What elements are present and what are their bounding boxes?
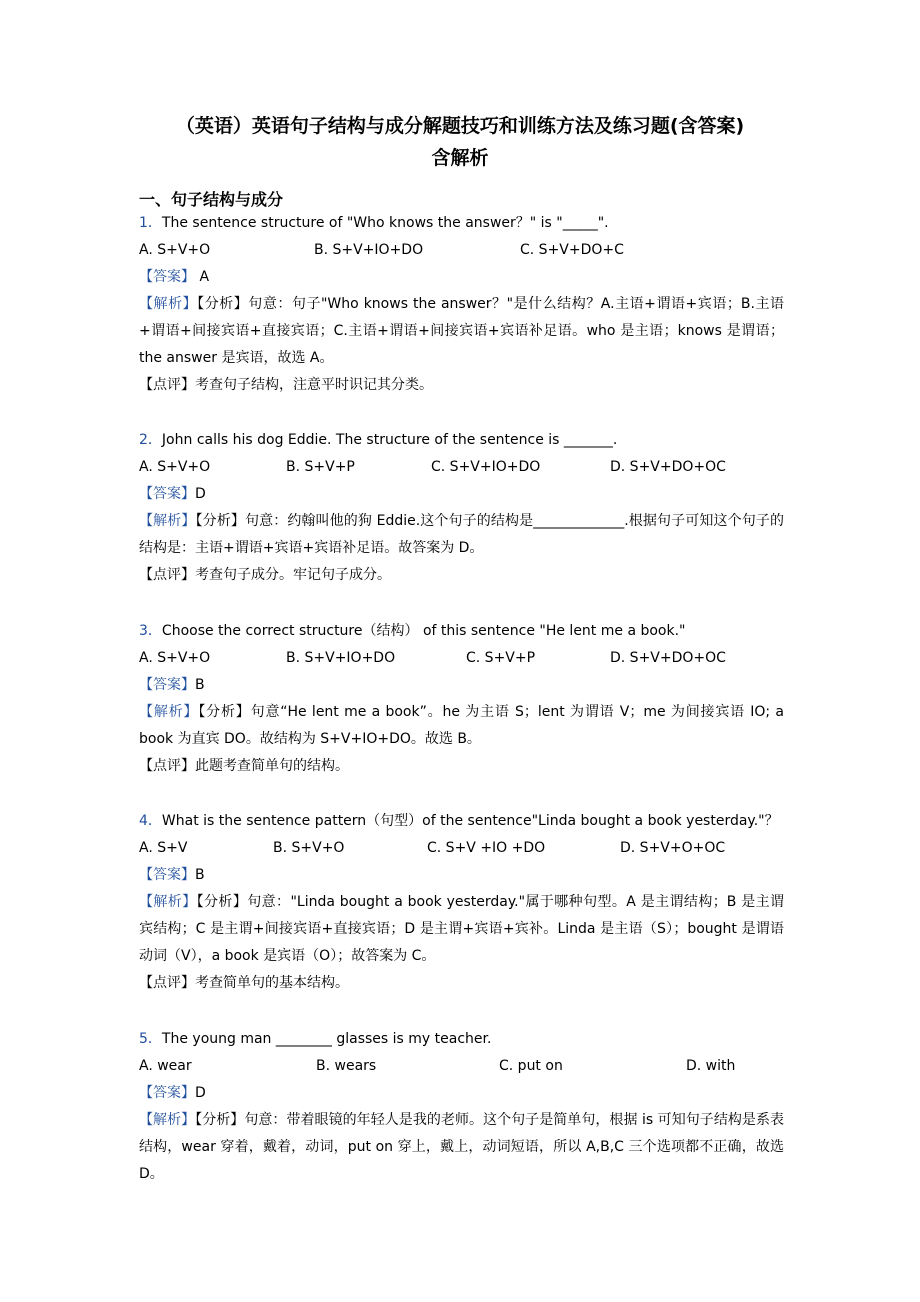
question-number: 2． bbox=[139, 432, 162, 448]
option-d: D. S+V+DO+OC bbox=[610, 459, 726, 475]
analysis bbox=[139, 508, 784, 562]
option-a: A. S+V+O bbox=[139, 242, 211, 258]
option-d: D. S+V+DO+OC bbox=[610, 650, 726, 666]
analysis-text: 【分析】句意：带着眼镜的年轻人是我的老师。这个句子是简单句，根据 is 可知句子结构是系表结构，wear 穿着，戴着，动词，put on 穿上，戴上，动词短语，所以 A,B,C 三个选项都不正确，故选 D。 bbox=[139, 1112, 784, 1182]
option-b: B. wears bbox=[316, 1058, 377, 1074]
option-a: A. wear bbox=[139, 1058, 192, 1074]
options-row bbox=[139, 645, 784, 672]
options-row bbox=[139, 454, 784, 481]
title-line-1: （英语）英语句子结构与成分解题技巧和训练方法及练习题(含答案) bbox=[175, 115, 745, 137]
comment-label: 【点评】 bbox=[139, 975, 195, 991]
comment-text: 考查句子成分。牢记句子成分。 bbox=[195, 567, 391, 583]
question-1 bbox=[139, 210, 784, 399]
option-a: A. S+V+O bbox=[139, 459, 211, 475]
question-stem: Choose the correct structure（结构） of this sentence "He lent me a book." bbox=[161, 623, 686, 639]
option-d: D. S+V+O+OC bbox=[620, 840, 726, 856]
option-c: C. S+V+IO+DO bbox=[431, 459, 541, 475]
option-b: B. S+V+P bbox=[286, 459, 355, 475]
question-2 bbox=[139, 427, 784, 589]
question-3 bbox=[139, 618, 784, 780]
analysis-label: 【解析】 bbox=[139, 296, 198, 312]
question-5 bbox=[139, 1026, 784, 1188]
answer-value: D bbox=[195, 1085, 206, 1101]
option-c: C. S+V+DO+C bbox=[520, 242, 624, 258]
options-row bbox=[139, 1053, 784, 1080]
option-b: B. S+V+O bbox=[273, 840, 345, 856]
analysis-label: 【解析】 bbox=[139, 513, 196, 529]
comment-text: 考查简单句的基本结构。 bbox=[195, 975, 349, 991]
comment-label: 【点评】 bbox=[139, 567, 195, 583]
options-row bbox=[139, 835, 784, 862]
analysis-text: 【分析】句意：约翰叫他的狗 Eddie.这个句子的结构是_____________.根据句子可知这个句子的结构是：主语+谓语+宾语+宾语补足语。故答案为 D。 bbox=[139, 513, 784, 556]
answer-label: 【答案】 bbox=[139, 867, 195, 883]
option-d: D. with bbox=[686, 1058, 736, 1074]
answer-label: 【答案】 bbox=[139, 677, 195, 693]
title-line-2: 含解析 bbox=[431, 147, 489, 169]
answer-label: 【答案】 bbox=[139, 1085, 195, 1101]
option-b: B. S+V+IO+DO bbox=[286, 650, 396, 666]
analysis-text: 【分析】句意："Linda bought a book yesterday."属于哪种句型。A 是主谓结构；B 是主谓宾结构；C 是主谓+间接宾语+直接宾语；D 是主谓+宾语+宾补。Linda 是主语（S）；bought 是谓语动词（V），a book 是宾语（O）；故答案为 C。 bbox=[139, 894, 785, 964]
analysis bbox=[139, 889, 784, 970]
option-a: A. S+V bbox=[139, 840, 188, 856]
analysis-label: 【解析】 bbox=[139, 894, 197, 910]
question-number: 4． bbox=[139, 813, 162, 829]
analysis bbox=[139, 1107, 784, 1188]
option-b: B. S+V+IO+DO bbox=[314, 242, 424, 258]
answer-value: A bbox=[199, 269, 210, 285]
option-c: C. S+V +IO +DO bbox=[427, 840, 546, 856]
comment-text: 考查句子结构，注意平时识记其分类。 bbox=[195, 377, 433, 393]
answer-value: B bbox=[195, 677, 205, 693]
answer-label: 【答案】 bbox=[139, 486, 195, 502]
analysis-label: 【解析】 bbox=[139, 704, 199, 720]
question-stem: The young man ________ glasses is my teacher. bbox=[161, 1031, 492, 1047]
comment-text: 此题考查简单句的结构。 bbox=[195, 758, 349, 774]
question-stem: John calls his dog Eddie. The structure of the sentence is _______. bbox=[161, 432, 618, 448]
comment-label: 【点评】 bbox=[139, 758, 195, 774]
question-number: 3． bbox=[139, 623, 162, 639]
analysis-text: 【分析】句意：句子"Who knows the answer？"是什么结构？A.主语+谓语+宾语；B.主语+谓语+间接宾语+直接宾语；C.主语+谓语+间接宾语+宾语补足语。who 是主语；knows 是谓语；the answer 是宾语，故选 A。 bbox=[139, 296, 785, 366]
analysis bbox=[139, 699, 784, 753]
option-c: C. put on bbox=[499, 1058, 563, 1074]
option-a: A. S+V+O bbox=[139, 650, 211, 666]
answer-value: B bbox=[195, 867, 205, 883]
comment-label: 【点评】 bbox=[139, 377, 195, 393]
section-heading: 一、句子结构与成分 bbox=[139, 190, 284, 209]
option-c: C. S+V+P bbox=[466, 650, 536, 666]
answer-value: D bbox=[195, 486, 206, 502]
options-row bbox=[139, 237, 784, 264]
question-stem: The sentence structure of "Who knows the answer？" is "_____". bbox=[161, 215, 609, 231]
answer-label: 【答案】 bbox=[139, 269, 195, 285]
question-number: 5． bbox=[139, 1031, 162, 1047]
analysis bbox=[139, 291, 784, 372]
question-4 bbox=[139, 808, 784, 997]
document-title bbox=[120, 110, 800, 174]
question-number: 1． bbox=[139, 215, 162, 231]
question-stem: What is the sentence pattern（句型）of the sentence"Linda bought a book yesterday."？ bbox=[161, 813, 779, 829]
analysis-label: 【解析】 bbox=[139, 1112, 196, 1128]
analysis-text: 【分析】句意“He lent me a book”。he 为主语 S；lent 为谓语 V；me 为间接宾语 IO; a book 为直宾 DO。故结构为 S+V+IO+DO。故选 B。 bbox=[139, 704, 785, 747]
